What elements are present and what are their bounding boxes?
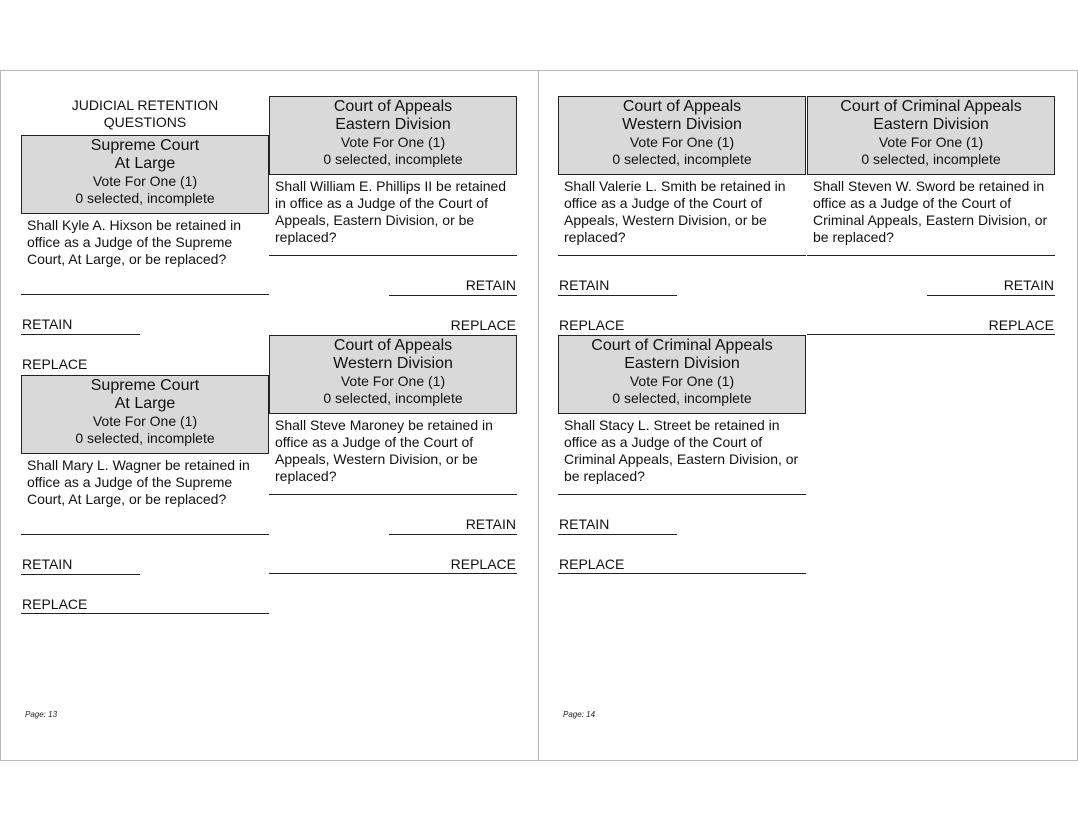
option-retain[interactable] <box>21 534 269 574</box>
contest-office: Court of Criminal Appeals <box>840 98 1022 115</box>
option-label: REPLACE <box>988 317 1054 333</box>
selection-status: 0 selected, incomplete <box>612 390 752 406</box>
option-label: RETAIN <box>559 516 610 532</box>
option-replace[interactable] <box>558 295 806 335</box>
separator-line <box>389 295 517 296</box>
contest-header <box>558 335 806 414</box>
option-label: RETAIN <box>559 277 610 293</box>
separator-line <box>558 494 806 495</box>
contest-appeals-eastern-phillips <box>269 96 517 335</box>
option-label: RETAIN <box>465 277 516 293</box>
option-retain[interactable] <box>21 294 269 334</box>
ballot-page-14 <box>538 70 1078 761</box>
separator-line <box>269 255 517 256</box>
contest-supreme-court-wagner <box>21 375 269 614</box>
contest-district: Western Division <box>622 116 742 133</box>
option-label: REPLACE <box>450 556 516 572</box>
option-label: REPLACE <box>559 556 625 572</box>
retention-question: Shall Valerie L. Smith be retained in office as a Judge of the Court of Appeals, Western Division, or be replaced? <box>564 178 786 245</box>
option-label: RETAIN <box>22 556 73 572</box>
page-number: Page: 14 <box>563 710 596 719</box>
contest-office: Supreme Court <box>90 137 200 154</box>
page-number: Page: 13 <box>25 710 58 719</box>
contest-office: Court of Criminal Appeals <box>591 337 773 354</box>
retention-question: Shall Kyle A. Hixson be retained in office as a Judge of the Supreme Court, At Large, or be replaced? <box>27 217 242 267</box>
separator-line <box>21 534 269 535</box>
contest-district: Eastern Division <box>624 355 740 372</box>
separator-line <box>927 295 1055 296</box>
contest-appeals-western-smith <box>558 96 806 335</box>
separator-line <box>21 613 269 614</box>
option-retain[interactable] <box>269 494 517 534</box>
contest-district: Eastern Division <box>873 116 989 133</box>
option-retain[interactable] <box>807 255 1055 295</box>
option-replace[interactable] <box>21 334 269 374</box>
contest-header <box>807 96 1055 175</box>
vote-for-text: Vote For One (1) <box>92 173 198 189</box>
ballot-page-13 <box>0 70 539 761</box>
contest-office: Supreme Court <box>90 377 200 394</box>
option-label: REPLACE <box>22 596 88 612</box>
option-label: REPLACE <box>450 317 516 333</box>
contest-criminal-appeals-eastern-street <box>558 335 806 574</box>
contest-supreme-court-hixson <box>21 135 269 374</box>
option-label: REPLACE <box>559 317 625 333</box>
option-label: RETAIN <box>22 316 73 332</box>
option-retain[interactable] <box>269 255 517 295</box>
option-replace[interactable] <box>807 295 1055 335</box>
option-label: RETAIN <box>465 516 516 532</box>
option-replace[interactable] <box>558 534 806 574</box>
separator-line <box>269 494 517 495</box>
contest-office: Court of Appeals <box>333 98 453 115</box>
vote-for-text: Vote For One (1) <box>878 134 984 150</box>
option-replace[interactable] <box>269 534 517 574</box>
separator-line <box>21 574 140 575</box>
separator-line <box>558 255 806 256</box>
retention-question: Shall Steve Maroney be retained in office as a Judge of the Court of Appeals, Western Division, or be replaced? <box>275 417 493 484</box>
selection-status: 0 selected, incomplete <box>323 151 463 167</box>
selection-status: 0 selected, incomplete <box>75 190 215 206</box>
option-retain[interactable] <box>558 494 806 534</box>
selection-status: 0 selected, incomplete <box>861 151 1001 167</box>
separator-line <box>389 534 517 535</box>
contest-district: Eastern Division <box>335 116 451 133</box>
selection-status: 0 selected, incomplete <box>612 151 752 167</box>
contest-criminal-appeals-eastern-sword <box>807 96 1055 335</box>
separator-line <box>269 573 517 574</box>
contest-appeals-western-maroney <box>269 335 517 574</box>
contest-district: At Large <box>114 395 176 412</box>
retention-question: Shall Steven W. Sword be retained in office as a Judge of the Court of Criminal Appeals, Eastern Division, or be replaced? <box>813 178 1048 245</box>
contest-header <box>558 96 806 175</box>
vote-for-text: Vote For One (1) <box>629 373 735 389</box>
retention-question: Shall William E. Phillips II be retained in office as a Judge of the Court of Appeals, Eastern Division, or be replaced? <box>275 178 507 245</box>
contest-header <box>269 335 517 414</box>
contest-office: Court of Appeals <box>333 337 453 354</box>
selection-status: 0 selected, incomplete <box>323 390 463 406</box>
contest-header <box>269 96 517 175</box>
separator-line <box>807 334 1055 335</box>
separator-line <box>558 295 677 296</box>
separator-line <box>21 334 140 335</box>
separator-line <box>21 294 269 295</box>
option-replace[interactable] <box>269 295 517 335</box>
contest-header <box>21 135 269 214</box>
vote-for-text: Vote For One (1) <box>340 373 446 389</box>
selection-status: 0 selected, incomplete <box>75 430 215 446</box>
separator-line <box>807 255 1055 256</box>
retention-question: Shall Stacy L. Street be retained in office as a Judge of the Court of Criminal Appeals, Eastern Division, or be replaced? <box>564 417 799 484</box>
contest-header <box>21 375 269 454</box>
retention-question: Shall Mary L. Wagner be retained in office as a Judge of the Supreme Court, At Large, or be replaced? <box>27 457 250 507</box>
contest-district: At Large <box>114 155 176 172</box>
section-title: JUDICIAL RETENTION QUESTIONS <box>71 97 219 130</box>
option-label: REPLACE <box>22 356 88 372</box>
vote-for-text: Vote For One (1) <box>340 134 446 150</box>
vote-for-text: Vote For One (1) <box>629 134 735 150</box>
option-replace[interactable] <box>21 574 269 614</box>
contest-office: Court of Appeals <box>622 98 742 115</box>
vote-for-text: Vote For One (1) <box>92 413 198 429</box>
separator-line <box>558 573 806 574</box>
option-retain[interactable] <box>558 255 806 295</box>
option-label: RETAIN <box>1003 277 1054 293</box>
separator-line <box>558 534 677 535</box>
contest-district: Western Division <box>333 355 453 372</box>
